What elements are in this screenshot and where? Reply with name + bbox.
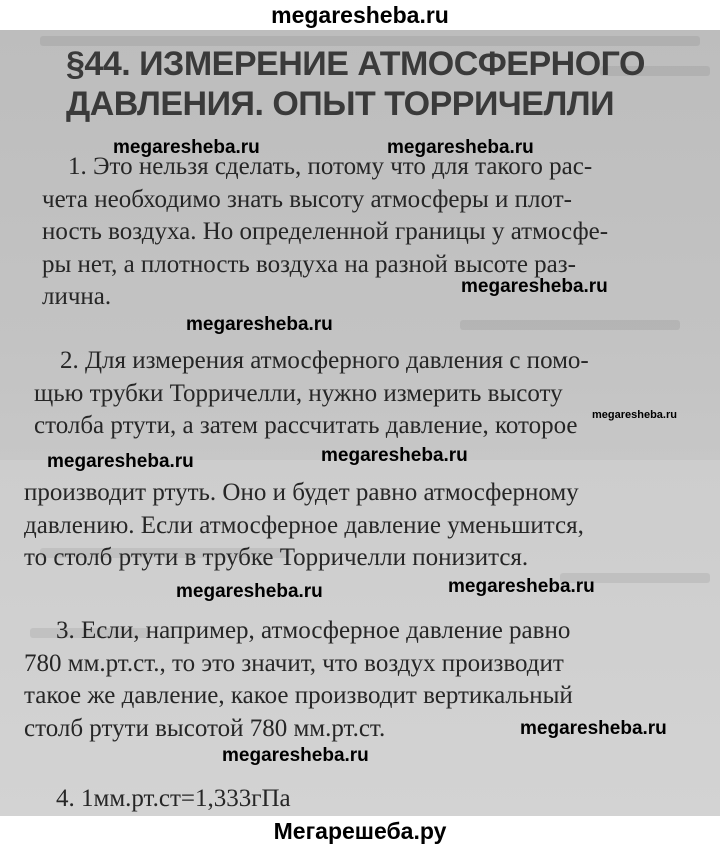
- answer-2-continued: [24, 477, 584, 575]
- section-title-line-1: §44. ИЗМЕРЕНИЕ АТМОСФЕРНОГО: [66, 45, 645, 83]
- section-title-line-2: ДАВЛЕНИЯ. ОПЫТ ТОРРИЧЕЛЛИ: [66, 85, 615, 123]
- watermark: megaresheba.ru: [448, 576, 595, 597]
- answer-line: 2. Для измерения атмосферного давления с помо-: [60, 347, 589, 374]
- bleed-through-line: [460, 320, 680, 330]
- footer-bar: [0, 816, 720, 848]
- answer-line: такое же давление, какое производит вертикальный: [24, 682, 573, 709]
- footer-site-name: Мегарешеба.ру: [273, 818, 447, 844]
- answer-line: щью трубки Торричелли, нужно измерить высоту: [34, 379, 563, 407]
- header-site-name: megaresheba.ru: [271, 2, 449, 28]
- answer-line: столб ртути высотой 780 мм.рт.ст.: [24, 714, 386, 742]
- answer-line: 1. Это нельзя сделать, потому что для такого рас-: [68, 153, 593, 180]
- watermark: megaresheba.ru: [592, 409, 677, 421]
- watermark: megaresheba.ru: [321, 445, 468, 466]
- answer-line: 780 мм.рт.ст., то это значит, что воздух производит: [24, 649, 564, 677]
- watermark: megaresheba.ru: [520, 718, 667, 739]
- watermark: megaresheba.ru: [387, 137, 534, 158]
- watermark: megaresheba.ru: [47, 451, 194, 472]
- watermark: megaresheba.ru: [461, 276, 608, 297]
- answer-line: ры нет, а плотность воздуха на разной высоте раз-: [42, 250, 576, 278]
- answer-2: [34, 345, 589, 443]
- watermark: megaresheba.ru: [176, 581, 323, 602]
- answer-line: ность воздуха. Но определенной границы у атмосфе-: [42, 218, 609, 245]
- answer-4: [56, 783, 291, 816]
- answer-3: [24, 615, 573, 745]
- answer-line: 4. 1мм.рт.ст=1,333гПа: [56, 785, 291, 812]
- watermark: megaresheba.ru: [222, 745, 369, 766]
- answer-line: давлению. Если атмосферное давление уменьшится,: [24, 511, 584, 539]
- header-bar: [0, 0, 720, 30]
- watermark: megaresheba.ru: [113, 137, 260, 158]
- answer-line: 3. Если, например, атмосферное давление равно: [56, 617, 571, 644]
- section-title: [66, 44, 706, 124]
- answer-line: то столб ртути в трубке Торричелли понизится.: [24, 544, 529, 571]
- answer-line: лична.: [42, 283, 112, 310]
- answer-line: производит ртуть. Оно и будет равно атмосферному: [24, 479, 579, 506]
- answer-line: столба ртути, а затем рассчитать давление, которое: [34, 412, 578, 439]
- watermark: megaresheba.ru: [186, 314, 333, 335]
- answer-line: чета необходимо знать высоту атмосферы и плот-: [42, 185, 572, 213]
